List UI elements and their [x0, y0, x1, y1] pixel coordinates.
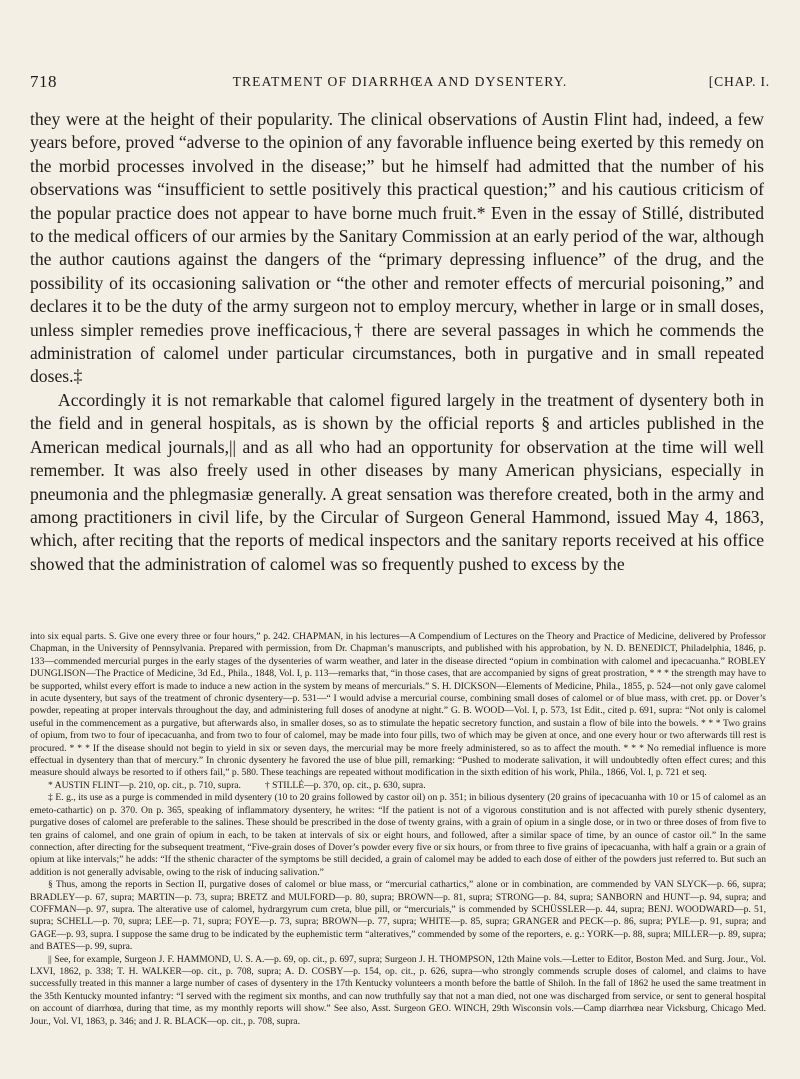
- footnote-section-mark: § Thus, among the reports in Section II, purgative doses of calomel or blue mass, or “mercurial cathartics,” alone or in combination, are commended by VAN SLYCK—p. 66, supra; BRADLEY—p. 67, supra; MARTIN—p. 73, supra; BRETZ and MULFORD—p. 80, supra; BROWN—p. 81, supra; STRONG—p. 84, supra; SANBORN and HUNT—p. 94, supra; and COFFMAN—p. 97, supra. The alterative use of calomel, hydrargyrum cum creta, blue pill, or “mercurials,” is commended by SCHÜSSLER—p. 44, supra; BENJ. WOODWARD—p. 51, supra; SCHELL—p. 70, supra; LEE—p. 71, supra; FOYE—p. 73, supra; BROWN—p. 77, supra; WHITE—p. 85, supra; GRANGER and PECK—p. 86, supra; PYLE—p. 91, supra; and GAGE—p. 93, supra. I suppose the same drug to be indicated by the euphemistic term “alteratives,” commended by some of the reporters, e. g.: YORK—p. 88, supra; MILLER—p. 89, supra; and BATES—p. 99, supra.: [30, 879, 766, 953]
- body-paragraph-1: they were at the height of their popularity. The clinical observations of Austin Flint had, indeed, a few years before, proved “adverse to the opinion of any favorable influence being exerted by this remedy on the morbid processes involved in the disease;” but he himself had admitted that the number of his observations was “insufficient to settle positively this practical question;” and his cautious criticism of the popular practice does not appear to have borne much fruit.* Even in the essay of Stillé, distributed to the medical officers of our armies by the Sanitary Commission at an early period of the war, although the author cautions against the dangers of the “primary depressing influence” of the drug, and the possibility of its occasioning salivation or “the other and remoter effects of mercurial poisoning,” and declares it to be the duty of the army surgeon not to employ mercury, whether in large or in small doses, unless simpler remedies prove inefficacious,† there are several passages in which he commends the administration of calomel under particular circumstances, both in purgative and in small repeated doses.‡: [30, 109, 764, 387]
- body-text: [30, 108, 764, 576]
- running-title: TREATMENT OF DIARRHŒA AND DYSENTERY.: [232, 74, 568, 89]
- body-paragraph-2: Accordingly it is not remarkable that calomel figured largely in the treatment of dysentery both in the field and in general hospitals, as is shown by the official reports § and articles published in the American medical journals,|| and as all who had an opportunity for observation at the time will well remember. It was also freely used in other diseases by many American physicians, especially in pneumonia and the phlegmasiæ generally. A great sensation was therefore created, both in the army and among practitioners in civil life, by the Circular of Surgeon General Hammond, issued May 4, 1863, which, after reciting that the reports of medical inspectors and the sanitary reports received at his office showed that the administration of calomel was so frequently pushed to excess by the: [30, 389, 764, 574]
- running-header: [30, 72, 770, 96]
- footnote-parallel-mark: || See, for example, Surgeon J. F. HAMMOND, U. S. A.—p. 69, op. cit., p. 697, supra; Surgeon J. H. THOMPSON, 12th Maine vols.—Letter to Editor, Boston Med. and Surg. Jour., Vol. LXVI, 1862, p. 338; T. H. WALKER—op. cit., p. 708, supra; A. D. COSBY—p. 154, op. cit., p. 626, supra—who strongly commends scruple doses of calomel, and claims to have successfully treated in this manner a large number of cases of dysentery in the 17th Kentucky volunteers a month before the battle of Shiloh. In the fall of 1862 he used the same treatment in the 35th Kentucky mounted infantry: “I served with the regiment six months, and can now truthfully say that not a man died, not one was discharged from service, or sent to general hospital on account of diarrhœa, during that time, as my monthly reports will show.” See also, Asst. Surgeon GEO. WINCH, 29th Wisconsin vols.—Camp diarrhœa near Vicksburg, Chicago Med. Jour., Vol. VI, 1863, p. 346; and J. R. BLACK—op. cit., p. 708, supra.: [30, 953, 766, 1027]
- footnote-flint-stille: * AUSTIN FLINT—p. 210, op. cit., p. 710, supra. † STILLÉ—p. 370, op. cit., p. 630, supra.: [48, 779, 426, 791]
- page-number: 718: [30, 72, 57, 91]
- footnotes: [30, 631, 766, 1028]
- chapter-label: [CHAP. I.: [708, 74, 770, 89]
- footnote-continued: into six equal parts. S. Give one every three or four hours,” p. 242. CHAPMAN, in his lectures—A Compendium of Lectures on the Theory and Practice of Medicine, delivered by Professor Chapman, in the University of Pennsylvania. Prepared with permission, from Dr. Chapman’s manuscripts, and published with his approbation, by N. D. BENEDICT, Philadelphia, 1846, p. 133—commended mercurial purges in the early stages of the dysenteries of warm weather, and later in the disease directed “opium in combination with calomel and ipecacuanha.” ROBLEY DUNGLISON—The Practice of Medicine, 3d Ed., Phila., 1848, Vol. I, p. 113—remarks that, “in those cases, that are accompanied by signs of great prostration, * * * the strength may have to be supported, whilst every effort is made to induce a new action in the system by means of mercurials.” S. H. DICKSON—Elements of Medicine, Phila., 1855, p. 524—not only gave calomel in acute dysentery, but says of the treatment of chronic dysentery—p. 531—“ I would advise a mercurial course, combining small doses of calomel or of blue mass, with cret. pp. or Dover’s powder, repeating at proper intervals throughout the day, and administering full doses of anodyne at night.” G. B. WOOD—Vol. I, p. 573, 1st Edit., cited p. 691, supra: “Not only is calomel useful in the commencement as a purgative, but afterwards also, in smaller doses, so as to stimulate the hepatic secretory function, and sustain a flow of bile into the bowels. * * * Two grains of opium, from two to four of ipecacuanha, and from two to four of calomel, may be made into four pills, two of which may be given at once, and one every hour or two afterwards till rest is procured. * * * If the disease should not begin to yield in six or seven days, the mercurial may be more freely administered, so as to affect the mouth. * * * No remedial influence is more effectual in dysentery than that of mercury.” In chronic dysentery he favored the use of blue pill, remarking: “Pushed to moderate salivation, it will undoubtedly often effect cures; and this measure should always be resorted to if others fail,” p. 580. These teachings are repeated without modification in the sixth edition of his work, Phila., 1866, Vol. I, p. 721 et seq.: [30, 631, 766, 779]
- footnote-double-dagger: ‡ E. g., its use as a purge is commended in mild dysentery (10 to 20 grains followed by castor oil) on p. 351; in bilious dysentery (20 grains of ipecacuanha with 10 or 15 of calomel as an emeto-cathartic) on p. 370. On p. 365, speaking of inflammatory dysentery, he writes: “If the patient is not of a vigorous constitution and is not affected with purely sthenic dysentery, purgative doses of calomel are preferable to the salines. These should be prescribed in the dose of twenty grains, with a grain of opium in a single dose, or in two or three doses of from five to ten grains of calomel, and one grain of opium in each, to be taken at intervals of six or eight hours, and followed, after a similar space of time, by an ounce of castor oil.” In the same connection, after directing for the subsequent treatment, “Five-grain doses of Dover’s powder every five or six hours, or from three to five grains of ipecacuanha, with half a grain or a grain of opium at like intervals;” he adds: “If the sthenic character of the symptoms be still decided, a grain of calomel may be added to each dose of either of the powders just referred to. But such an addition is not generally advisable, owing to the risk of inducing salivation.”: [30, 792, 766, 878]
